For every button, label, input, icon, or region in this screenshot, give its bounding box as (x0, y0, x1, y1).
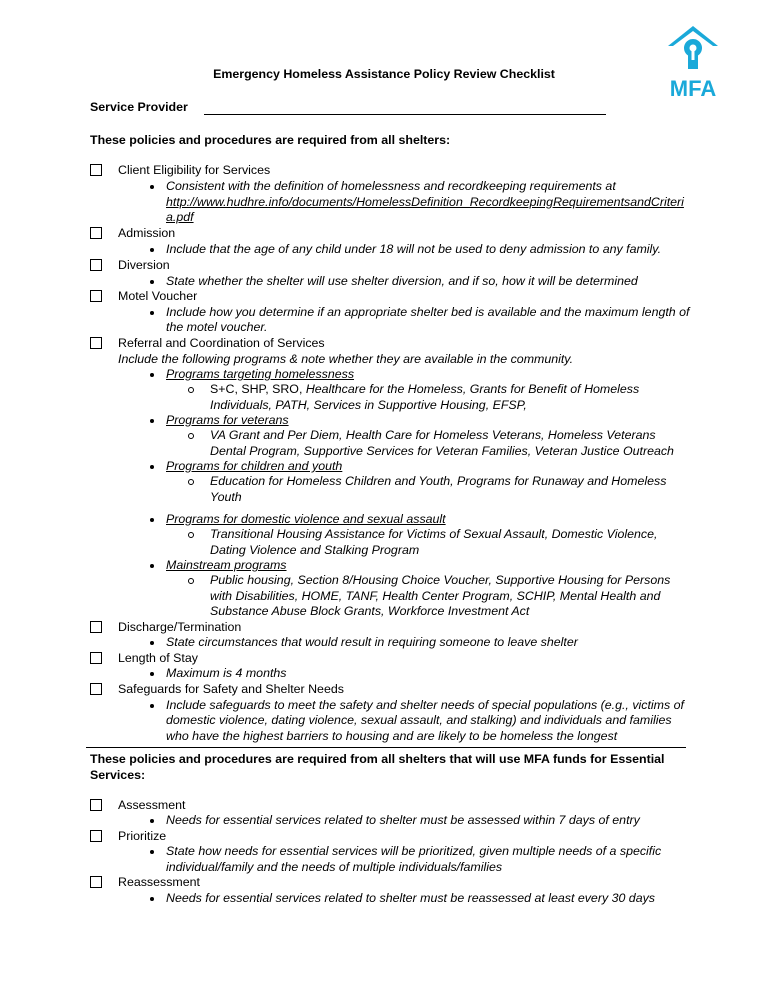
eligibility-link-line2[interactable]: a.pdf (166, 210, 194, 224)
logo-text: MFA (669, 76, 717, 98)
page-title: Emergency Homeless Assistance Policy Review Checklist (213, 67, 555, 81)
bullet-icon (150, 704, 154, 708)
section2-heading-line1: These policies and procedures are required from all shelters that will use MFA funds for Essential (90, 752, 665, 766)
bullet-icon (150, 248, 154, 252)
reassessment-bullet-text: Needs for essential services related to shelter must be reassessed at least every 30 days (166, 891, 655, 905)
item-referral-label: Referral and Coordination of Services (118, 336, 325, 350)
bullet-icon (150, 465, 154, 469)
service-provider-field[interactable] (204, 114, 606, 115)
bullet-icon (150, 185, 154, 189)
discharge-bullet-text: State circumstances that would result in requiring someone to leave shelter (166, 635, 578, 649)
item-prioritize-label: Prioritize (118, 829, 167, 843)
programs-children-heading: Programs for children and youth (166, 459, 343, 473)
programs-children-line2: Youth (210, 490, 242, 504)
bullet-icon (150, 518, 154, 522)
bullet-icon (150, 819, 154, 823)
programs-homelessness-line2: Individuals, PATH, Services in Supportive Housing, EFSP, (210, 398, 527, 412)
item-admission-label: Admission (118, 226, 176, 240)
programs-mainstream-line2: with Disabilities, HOME, TANF, Health Center Program, SCHIP, Mental Health and (210, 589, 661, 603)
diversion-bullet-text: State whether the shelter will use shelter diversion, and if so, how it will be determined (166, 274, 638, 288)
item-motel-label: Motel Voucher (118, 289, 198, 303)
programs-mainstream-line1: Public housing, Section 8/Housing Choice Voucher, Supportive Housing for Persons (210, 573, 671, 587)
programs-children-line1: Education for Homeless Children and Youth, Programs for Runaway and Homeless (210, 474, 667, 488)
assessment-bullet-text: Needs for essential services related to shelter must be assessed within 7 days of entry (166, 813, 640, 827)
admission-bullet-text: Include that the age of any child under 18 will not be used to deny admission to any family. (166, 242, 662, 256)
motel-bullet-line2: the motel voucher. (166, 320, 268, 334)
item-length-label: Length of Stay (118, 651, 198, 665)
length-bullet-text: Maximum is 4 months (166, 666, 287, 680)
eligibility-link-line1[interactable]: http://www.hudhre.info/documents/HomelessDefinition_RecordkeepingRequirementsandCriteri (166, 195, 684, 209)
programs-mainstream-line3: Substance Abuse Block Grants, Workforce Investment Act (210, 604, 530, 618)
section1-heading: These policies and procedures are required from all shelters: (90, 133, 451, 147)
item-diversion-label: Diversion (118, 258, 170, 272)
bullet-icon (150, 311, 154, 315)
prioritize-line1: State how needs for essential services will be prioritized, given multiple needs of a specific (166, 844, 662, 858)
programs-veterans-line1: VA Grant and Per Diem, Health Care for Homeless Veterans, Homeless Veterans (210, 428, 656, 442)
section2-heading-line2: Services: (90, 768, 146, 782)
mfa-logo (664, 22, 722, 98)
sub-bullet-icon (188, 433, 194, 439)
item-safeguards-label: Safeguards for Safety and Shelter Needs (118, 682, 344, 696)
programs-veterans-heading: Programs for veterans (166, 413, 289, 427)
safeguards-line2: domestic violence, dating violence, sexual assault, and stalking) and individuals and families (166, 713, 672, 727)
checkbox-discharge[interactable] (90, 621, 102, 633)
programs-dv-heading: Programs for domestic violence and sexual assault (166, 512, 446, 526)
checkbox-assessment[interactable] (90, 799, 102, 811)
bullet-icon (150, 850, 154, 854)
bullet-icon (150, 897, 154, 901)
sub-bullet-icon (188, 532, 194, 538)
programs-veterans-line2: Dental Program, Supportive Services for Veteran Families, Veteran Justice Outreach (210, 444, 674, 458)
item-assessment-label: Assessment (118, 798, 186, 812)
safeguards-line3: who have the highest barriers to housing and are likely to be homeless the longest (166, 729, 618, 743)
item-discharge-label: Discharge/Termination (118, 620, 242, 634)
checkbox-referral[interactable] (90, 337, 102, 349)
checkbox-safeguards[interactable] (90, 683, 102, 695)
checkbox-prioritize[interactable] (90, 830, 102, 842)
bullet-icon (150, 641, 154, 645)
section-divider (86, 747, 686, 748)
motel-bullet-line1: Include how you determine if an appropriate shelter bed is available and the maximum length of (166, 305, 690, 319)
sub-bullet-icon (188, 387, 194, 393)
item-eligibility-label: Client Eligibility for Services (118, 163, 271, 177)
safeguards-line1: Include safeguards to meet the safety and shelter needs of special populations (e.g., victims of (166, 698, 684, 712)
sub-bullet-icon (188, 578, 194, 584)
eligibility-bullet-text: Consistent with the definition of homelessness and recordkeeping requirements at (166, 179, 616, 193)
checkbox-diversion[interactable] (90, 259, 102, 271)
bullet-icon (150, 419, 154, 423)
programs-homelessness-line1: S+C, SHP, SRO, Healthcare for the Homeless, Grants for Benefit of Homeless (210, 382, 640, 396)
programs-dv-line2: Dating Violence and Stalking Program (210, 543, 420, 557)
bullet-icon (150, 373, 154, 377)
house-keyhole-icon (664, 22, 722, 98)
checkbox-admission[interactable] (90, 227, 102, 239)
bullet-icon (150, 672, 154, 676)
programs-mainstream-heading: Mainstream programs (166, 558, 287, 572)
checkbox-length-of-stay[interactable] (90, 652, 102, 664)
checkbox-eligibility[interactable] (90, 164, 102, 176)
programs-homelessness-heading: Programs targeting homelessness (166, 367, 355, 381)
sub-bullet-icon (188, 479, 194, 485)
prioritize-line2: individual/family and the needs of multiple individuals/families (166, 860, 503, 874)
bullet-icon (150, 564, 154, 568)
checkbox-motel-voucher[interactable] (90, 290, 102, 302)
referral-intro: Include the following programs & note whether they are available in the community. (118, 352, 574, 366)
checkbox-reassessment[interactable] (90, 876, 102, 888)
item-reassessment-label: Reassessment (118, 875, 200, 889)
service-provider-label: Service Provider (90, 100, 188, 114)
programs-dv-line1: Transitional Housing Assistance for Victims of Sexual Assault, Domestic Violence, (210, 527, 658, 541)
bullet-icon (150, 280, 154, 284)
